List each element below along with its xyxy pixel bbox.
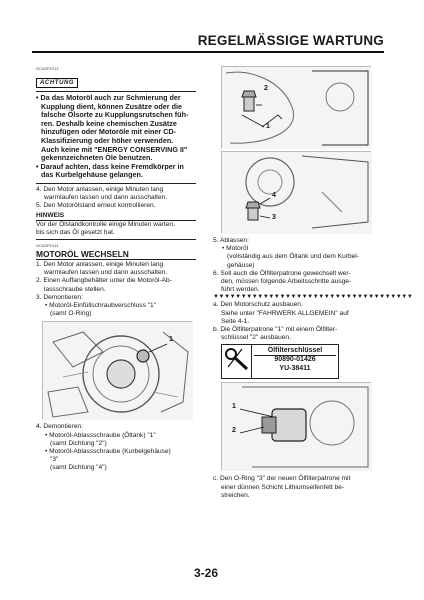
figure-callout: 4 [272, 192, 276, 199]
sub-item: (samt O-Ring) [50, 310, 92, 318]
right-column [213, 66, 413, 500]
sub-step: a. Den Motorschutz ausbauen. [213, 301, 303, 309]
warning-line: hinzufügen oder Motoröle mit einer CD- [41, 127, 176, 137]
sub-step: b. Die Ölfilterpatrone "1" mit einem Ölfilter- [213, 326, 338, 334]
sub-step-line: streichen. [221, 491, 250, 499]
special-tool-box [221, 344, 339, 379]
sub-step-line: Seite 4-1. [221, 317, 250, 325]
figure-callout: 1 [266, 123, 270, 130]
figure-oil-filter-wrench [221, 382, 371, 470]
figure-drain-bolt-crankcase [221, 151, 371, 233]
step-line: 6. Soll auch die Ölfilterpatrone gewechselt wer- [213, 269, 351, 277]
warning-line: • Da das Motoröl auch zur Schmierung der [36, 93, 181, 102]
warning-line: • Darauf achten, dass keine Fremdkörper in [36, 161, 184, 171]
achtung-badge: ACHTUNG [36, 78, 78, 88]
step-5: 5. Den Motorölstand erneut kontrollieren. [36, 202, 156, 210]
oil-tank-illustration [222, 67, 372, 149]
hint-line: bis sich das Öl gesetzt hat. [36, 228, 115, 236]
left-column [36, 66, 196, 473]
sub-item: (vollständig aus dem Öltank und dem Kurbel- [227, 253, 359, 261]
step-line: warmlaufen lassen und dann ausschalten. [44, 194, 168, 202]
step-line: 3. Demontieren: [36, 293, 83, 301]
section-code: GCA2P1014 [36, 242, 59, 248]
page-header-title: REGELMÄSSIGE WARTUNG [197, 33, 384, 48]
sub-item: • Motoröl-Ablassschraube (Öltank) "1" [45, 431, 156, 439]
tool-name: Ölfilterschlüssel [254, 346, 336, 356]
sub-step-line: schlüssel "2" ausbauen. [221, 334, 291, 342]
oil-filter-illustration [222, 383, 372, 471]
warning-line: Klassifizierung oder höher verwenden. [41, 135, 174, 145]
step-4 [36, 186, 196, 202]
sub-item: (samt Dichtung "2") [50, 439, 107, 447]
figure-drain-bolt-tank [221, 66, 371, 148]
figure-callout: 2 [264, 85, 268, 92]
step-line: 4. Demontieren: [36, 423, 83, 431]
warning-box [36, 91, 196, 184]
header-rule [32, 51, 384, 53]
warning-line: gekennzeichneten Öle benutzen. [41, 153, 153, 163]
sub-step: c. Den O-Ring "3" der neuen Ölfilterpatrone mit [213, 475, 351, 483]
tool-info [252, 345, 338, 378]
warning-line: das Kurbelgehäuse gelangen. [41, 170, 143, 180]
sub-step-line: einer dünnen Schicht Lithiumseifenfett be- [221, 483, 345, 491]
section-title: MOTORÖL WECHSELN [36, 249, 196, 260]
step-line: lassschraube stellen. [44, 285, 106, 293]
figure-callout: 3 [272, 214, 276, 221]
wrench-icon [222, 345, 252, 378]
figure-callout: 1 [169, 336, 173, 344]
warning-line: falsche Ölsorte zu Kupplungsrutschen füh- [41, 110, 189, 120]
figure-callout: 1 [232, 403, 236, 411]
sub-item: (samt Dichtung "4") [50, 464, 107, 472]
sub-step-line: Siehe unter "FAHRWERK ALLGEMEIN" auf [221, 309, 349, 317]
step-line: den, müssen folgende Arbeitsschritte ausge- [221, 278, 352, 286]
tool-number: 90890-01426 [274, 356, 316, 364]
step-line: 2. Einen Auffangbehälter unter die Motoröl-Ab- [36, 277, 172, 285]
hint-line: Vor der Ölstandkontrolle einige Minuten warten, [36, 220, 175, 228]
sub-item: • Motoröl [222, 245, 249, 253]
sub-item: • Motoröl-Ablassschraube (Kurbelgehäuse) [45, 447, 171, 455]
step-line: warmlaufen lassen und dann ausschalten. [44, 269, 168, 277]
sub-item: gehäuse) [227, 261, 255, 269]
step-line: führt werden. [221, 286, 260, 294]
hint-title: HINWEIS [36, 212, 196, 221]
sub-item: "3" [50, 456, 59, 464]
reference-code: GCA2P1013 [36, 66, 59, 71]
step-line: 5. Ablassen: [213, 237, 249, 244]
divider [36, 239, 196, 240]
figure-filler-cap [42, 321, 192, 419]
page-number: 3-26 [194, 566, 219, 580]
sub-item: • Motoröl-Einfüllschraubverschluss "1" [45, 301, 157, 309]
procedure-start-marker: ▼▼▼▼▼▼▼▼▼▼▼▼▼▼▼▼▼▼▼▼▼▼▼▼▼▼▼▼▼▼▼▼▼▼▼▼ [213, 294, 413, 301]
figure-callout: 2 [232, 427, 236, 435]
warning-line: ren. Deshalb keine chemischen Zusätze [41, 118, 177, 128]
tool-number: YU-38411 [279, 364, 311, 372]
warning-line: Auch keine mit "ENERGY CONSERVING II" [41, 144, 188, 154]
warning-line: Kupplung dient, können Zusätze oder die [41, 101, 182, 111]
step-line: 4. Den Motor anlassen, einige Minuten lang [36, 185, 164, 193]
step-line: 1. Den Motor anlassen, einige Minuten lang [36, 260, 164, 268]
crankcase-illustration [222, 152, 372, 234]
